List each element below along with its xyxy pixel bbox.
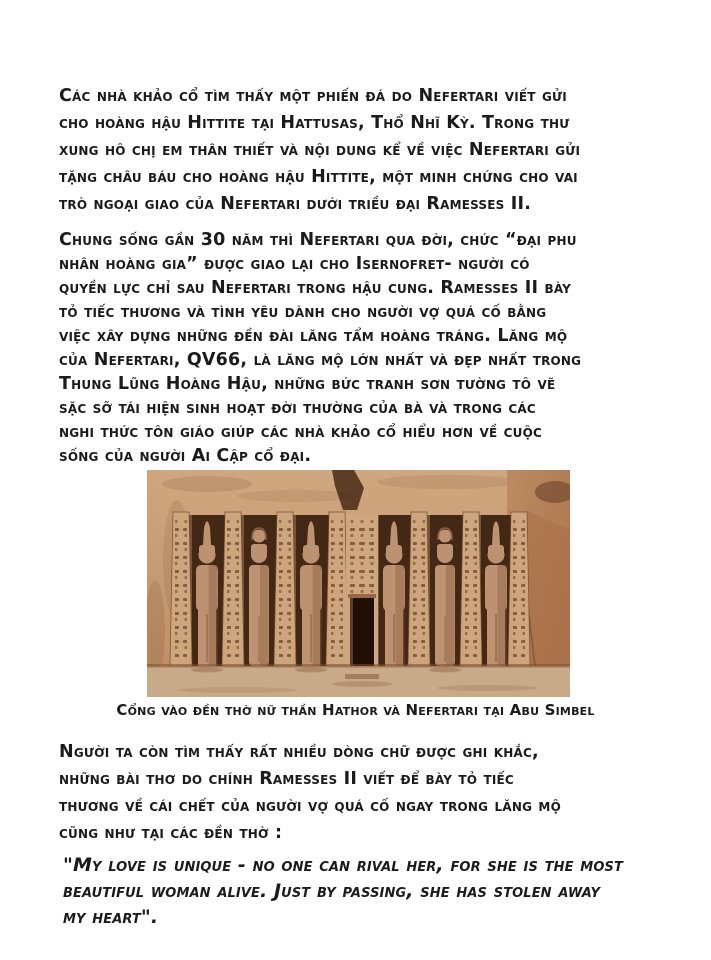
temple-photo — [147, 470, 570, 697]
ground — [147, 664, 570, 697]
paragraph-2: Chung sống gần 30 năm thì Nefertari qua đời, chức “đại phu nhân hoàng gia” được giao lại cho Isernofret- người có quyền lực chỉ sau Nefertari trong hậu cung. Ramesses II bày tỏ tiếc thương và tình yêu dành cho người vợ quá cố bằng việc xây dựng những đền đài lăng tẩm hoàng tráng. Lăng mộ của Nefertari, QV66, là lăng mộ lớn nhất và đẹp nhất trong Thung Lũng Hoàng Hậu, những bức tranh sơn tường tô vẽ sặc sỡ tái hiện sinh hoạt đời thường của bà và trong các nghi thức tôn giáo giúp các nhà khảo cổ hiểu hơn về cuộc sống của người Ai Cập cổ đại. — [59, 230, 582, 466]
temple-door — [350, 598, 374, 674]
photo-caption: Cổng vào đền thờ nữ thần Hathor và Nefertari tại Abu Simbel — [116, 701, 595, 719]
paragraph-3: Người ta còn tìm thấy rất nhiều dòng chữ được ghi khắc, những bài thơ do chính Ramesses II viết để bày tỏ tiếc thương về cái chết của người vợ quá cố ngay trong lăng mộ cũng như tại các đền thờ : — [59, 742, 561, 843]
ramesses-quote: "My love is unique - no one can rival her, for she is the most beautiful woman alive. Just by passing, she has stolen away my heart". — [63, 854, 623, 928]
entrance — [346, 514, 378, 674]
temple-facade-illustration — [147, 470, 570, 697]
paragraph-1: Các nhà khảo cổ tìm thấy một phiến đá do Nefertari viết gửi cho hoàng hậu Hittite tại Hattusas, Thổ Nhĩ Kỳ. Trong thư xung hô chị em thân thiết và nội dung kể về việc Nefertari gửi tặng châu báu cho hoàng hậu Hittite, một minh chứng cho vai trò ngoại giao của Nefertari dưới triều đại Ramesses II. — [59, 86, 581, 214]
